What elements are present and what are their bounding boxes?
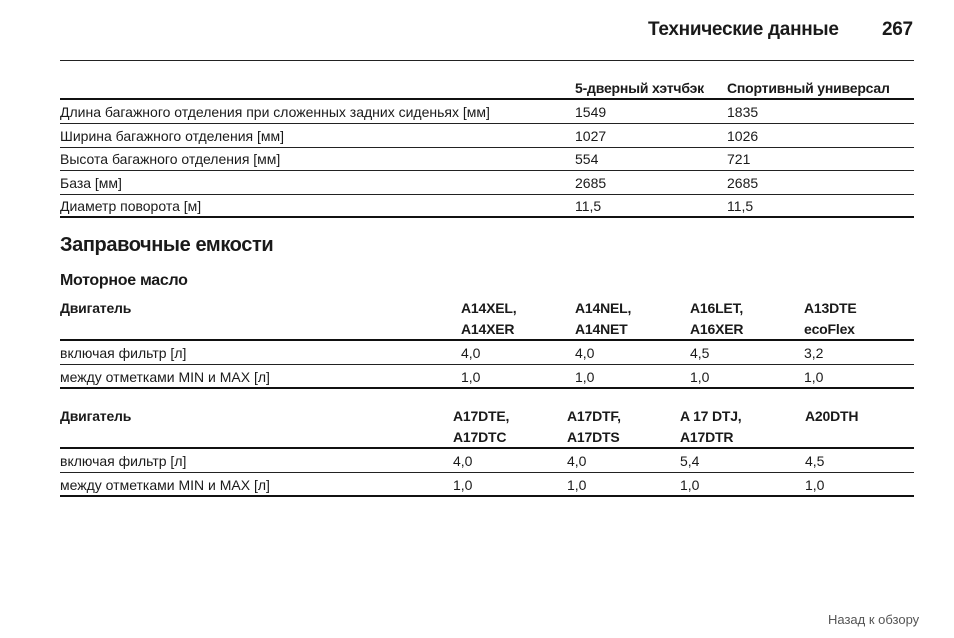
cell-value: 721 (727, 151, 751, 167)
row-label: между отметками MIN и MAX [л] (60, 477, 270, 493)
engine-header-label: Двигатель (60, 300, 132, 316)
cell-value: 554 (575, 151, 599, 167)
row-label: Длина багажного отделения при сложенных задних сиденьях [мм] (60, 104, 490, 120)
cell-value: 4,0 (567, 453, 587, 469)
row-label: Диаметр поворота [м] (60, 198, 202, 214)
engine-header: A17DTF, A17DTS (567, 408, 621, 445)
cell-value: 1027 (575, 128, 607, 144)
cell-value: 4,0 (453, 453, 473, 469)
table-row (60, 100, 914, 124)
cell-value: 1026 (727, 128, 759, 144)
row-label: включая фильтр [л] (60, 453, 187, 469)
table-row (60, 147, 914, 171)
row-label: Ширина багажного отделения [мм] (60, 128, 285, 144)
table-row (60, 171, 914, 195)
table-row (60, 365, 914, 389)
cell-value: 1,0 (567, 477, 587, 493)
cell-value: 2685 (575, 175, 607, 191)
cell-value: 1,0 (804, 369, 824, 385)
cell-value: 1,0 (680, 477, 700, 493)
engine-header-row (60, 406, 914, 449)
header-divider (60, 60, 914, 61)
column-header: 5-дверный хэтчбэк (575, 80, 704, 96)
row-label: Высота багажного отделения [мм] (60, 151, 281, 167)
engine-header: A16LET, A16XER (690, 300, 744, 337)
table-row (60, 449, 914, 473)
cell-value: 1549 (575, 104, 607, 120)
luggage-header-row (60, 76, 914, 100)
row-label: между отметками MIN и MAX [л] (60, 369, 270, 385)
cell-value: 1,0 (690, 369, 710, 385)
engine-header-row (60, 298, 914, 341)
engine-header: A20DTH (805, 408, 859, 424)
cell-value: 4,0 (575, 345, 595, 361)
row-label: База [мм] (60, 175, 122, 191)
cell-value: 1,0 (575, 369, 595, 385)
engine-header: A14NEL, A14NET (575, 300, 632, 337)
table-row (60, 341, 914, 365)
cell-value: 1,0 (805, 477, 825, 493)
page-header-title: Технические данные (648, 19, 839, 40)
back-to-overview-link[interactable]: Назад к обзору (828, 612, 920, 627)
engine-header: A13DTE ecoFlex (804, 300, 857, 337)
cell-value: 4,5 (805, 453, 825, 469)
cell-value: 2685 (727, 175, 759, 191)
cell-value: 3,2 (804, 345, 824, 361)
subsection-title: Моторное масло (60, 272, 188, 289)
engine-header: A 17 DTJ, A17DTR (680, 408, 742, 445)
cell-value: 4,5 (690, 345, 710, 361)
engine-header: A17DTE, A17DTC (453, 408, 510, 445)
engine-header-label: Двигатель (60, 408, 132, 424)
cell-value: 1835 (727, 104, 759, 120)
table-row (60, 194, 914, 218)
table-row (60, 124, 914, 148)
cell-value: 4,0 (461, 345, 481, 361)
engine-header: A14XEL, A14XER (461, 300, 517, 337)
column-header: Спортивный универсал (727, 80, 890, 96)
cell-value: 5,4 (680, 453, 700, 469)
table-row (60, 473, 914, 497)
section-title: Заправочные емкости (60, 234, 274, 256)
row-label: включая фильтр [л] (60, 345, 187, 361)
cell-value: 1,0 (453, 477, 473, 493)
cell-value: 11,5 (575, 198, 602, 214)
page-number: 267 (882, 19, 913, 40)
cell-value: 11,5 (727, 198, 754, 214)
cell-value: 1,0 (461, 369, 481, 385)
